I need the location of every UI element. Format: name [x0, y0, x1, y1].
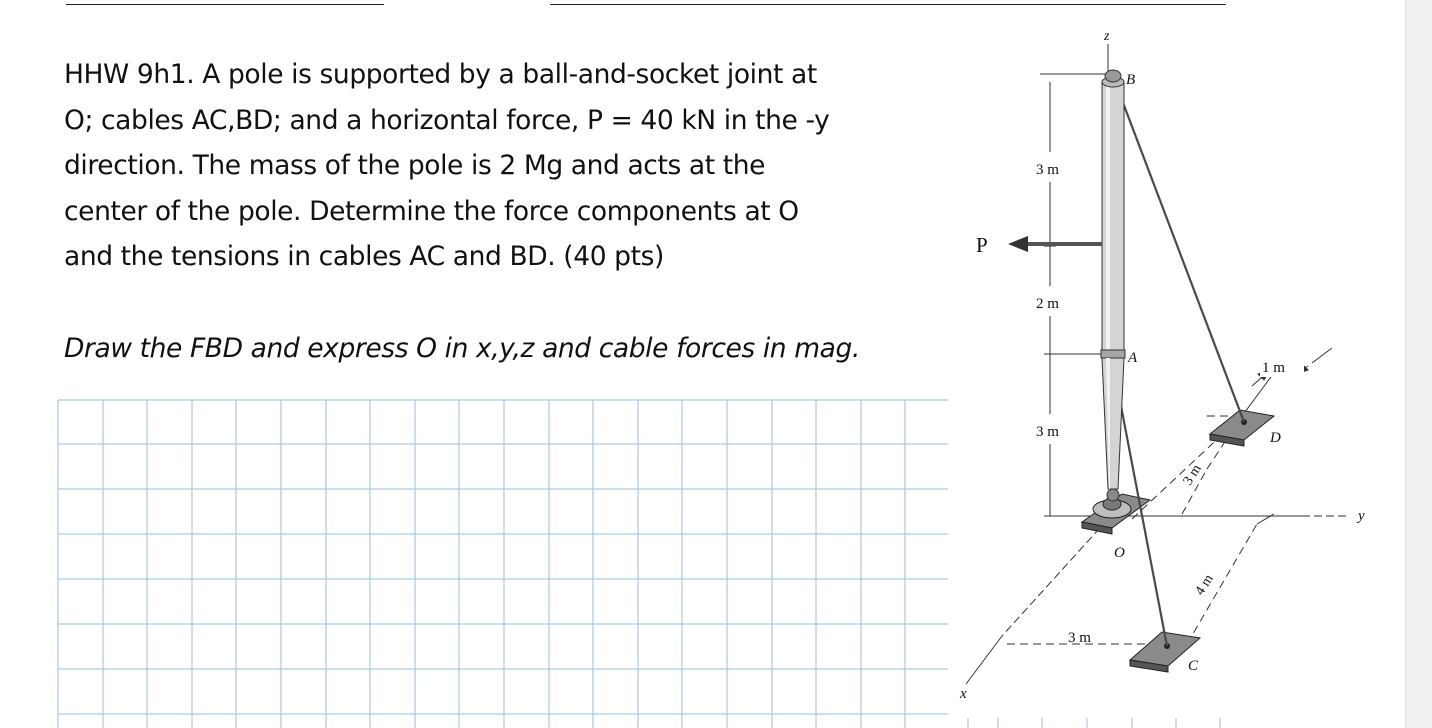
label-a: A — [1128, 350, 1138, 366]
dimension-label: 3 m — [1180, 462, 1205, 489]
label-x: x — [960, 686, 967, 702]
dimension-label: 3 m — [1036, 424, 1059, 440]
dimension-label: 3 m — [1036, 162, 1059, 178]
problem-line: direction. The mass of the pole is 2 Mg and acts at the — [64, 150, 766, 181]
problem-statement — [64, 52, 924, 280]
problem-line: O; cables AC,BD; and a horizontal force, P = 40 kN in the -y — [64, 104, 830, 136]
top-rule — [550, 4, 1226, 5]
problem-line: and the tensions in cables AC and BD. (40 pts) — [64, 241, 664, 272]
pole-figure — [952, 14, 1392, 728]
instruction-text: Draw the FBD and express O in x,y,z and cable forces in mag. — [64, 333, 860, 364]
dimension-label: 2 m — [1036, 296, 1059, 312]
dimension-label: 1 m — [1262, 360, 1285, 376]
scrollbar-track[interactable] — [1405, 0, 1432, 728]
label-d: D — [1270, 430, 1281, 446]
grid-paper — [0, 396, 948, 728]
pole — [1101, 70, 1125, 501]
force-p-arrow — [1008, 236, 1102, 252]
label-b: B — [1126, 72, 1136, 88]
dimension-label: 4 m — [1192, 572, 1217, 599]
label-p: P — [976, 233, 988, 257]
top-rule — [66, 4, 384, 5]
dimension-label: 3 m — [1068, 630, 1091, 646]
label-c: C — [1188, 658, 1199, 674]
label-z: z — [1104, 29, 1110, 44]
ground-guides — [1007, 416, 1257, 644]
problem-line: HHW 9h1. A pole is supported by a ball-and-socket joint at — [64, 59, 817, 90]
label-o: O — [1114, 545, 1125, 561]
problem-line: center of the pole. Determine the force components at O — [64, 195, 799, 227]
label-y: y — [1358, 508, 1365, 524]
